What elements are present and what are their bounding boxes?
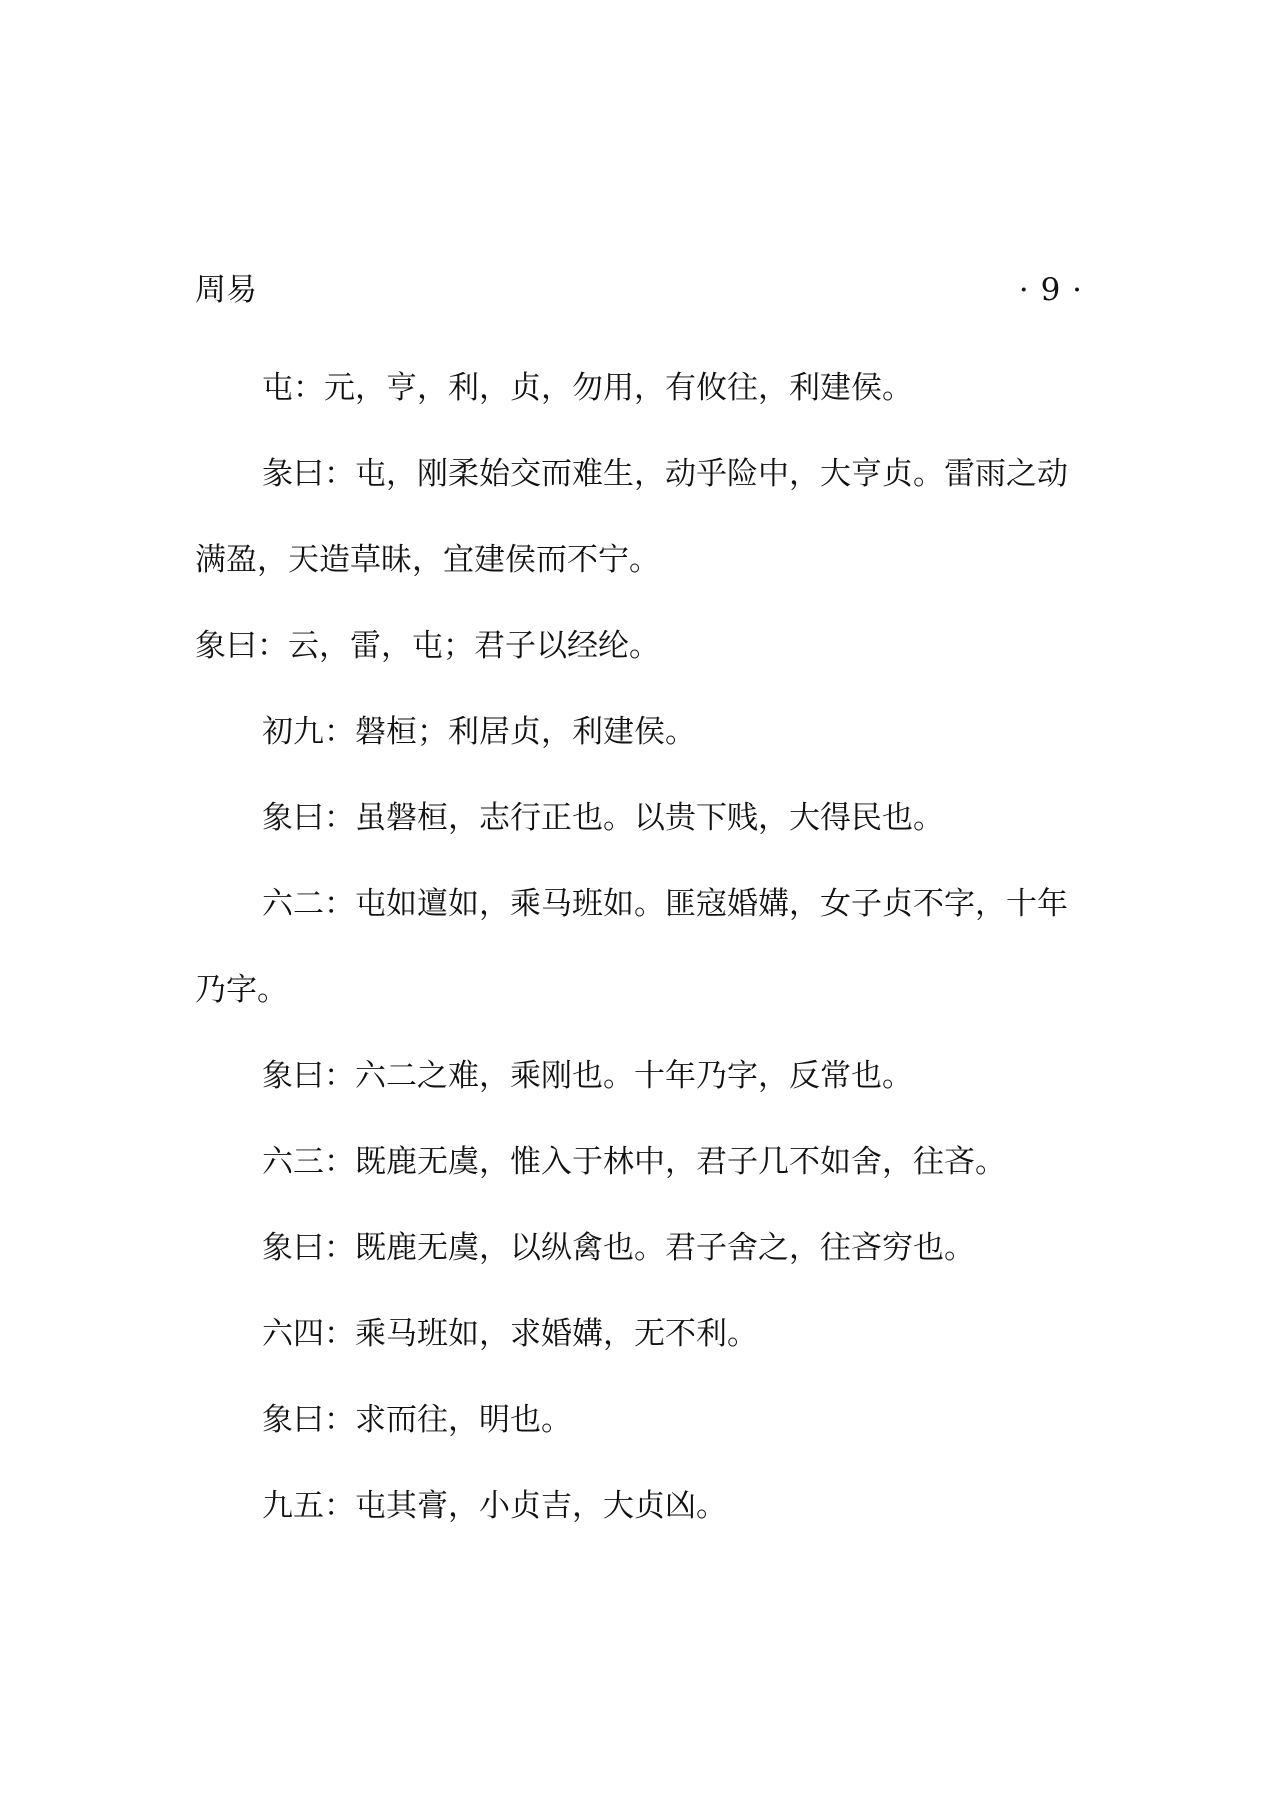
paragraph: 象曰：既鹿无虞，以纵禽也。君子舍之，往吝穷也。 — [262, 1230, 975, 1266]
paragraph: 屯：元，亨，利，贞，勿用，有攸往，利建侯。 — [262, 370, 913, 406]
paragraph: 六三：既鹿无虞，惟入于林中，君子几不如舍，往吝。 — [262, 1144, 1006, 1180]
paragraph: 彖曰：屯，刚柔始交而难生，动乎险中，大亨贞。雷雨之动满盈，天造草昧，宜建侯而不宁。 — [195, 456, 1068, 578]
paragraph: 象曰：云，雷，屯；君子以经纶。 — [195, 628, 660, 664]
page-header — [195, 268, 1083, 312]
page-number: · 9 · — [1018, 272, 1083, 308]
paragraph: 九五：屯其膏，小贞吉，大贞凶。 — [262, 1488, 727, 1524]
paragraph: 象曰：六二之难，乘刚也。十年乃字，反常也。 — [262, 1058, 913, 1094]
paragraph: 象曰：虽磐桓，志行正也。以贵下贱，大得民也。 — [262, 800, 944, 836]
paragraph: 六四：乘马班如，求婚媾，无不利。 — [262, 1316, 758, 1352]
body-text — [195, 345, 1095, 1549]
paragraph: 初九：磐桓；利居贞，利建侯。 — [262, 714, 696, 750]
running-title: 周易 — [195, 272, 257, 308]
paragraph: 象曰：求而往，明也。 — [262, 1402, 572, 1438]
paragraph: 六二：屯如邅如，乘马班如。匪寇婚媾，女子贞不字，十年乃字。 — [195, 886, 1068, 1008]
